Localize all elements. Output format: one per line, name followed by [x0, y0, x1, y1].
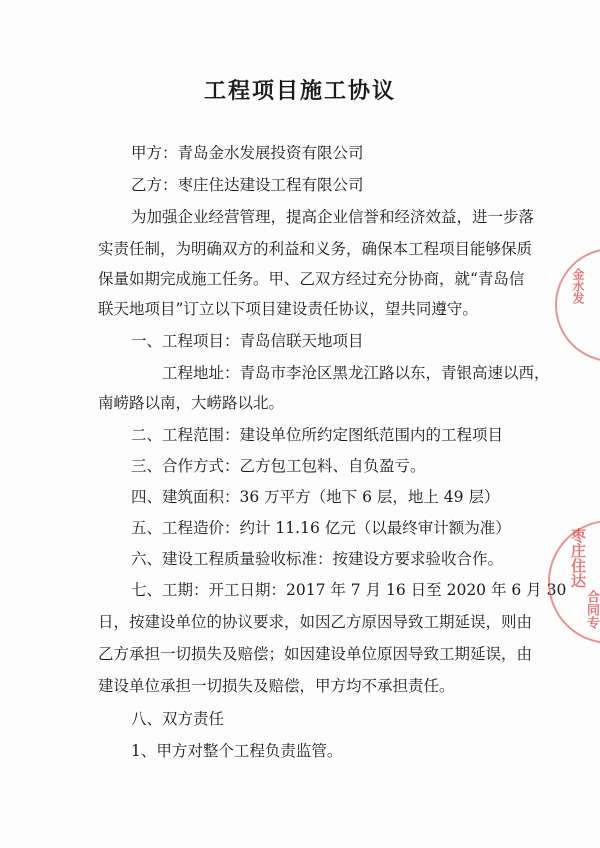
- company-seal-top: [555, 248, 600, 362]
- intro-line-1: 为加强企业经营管理，提高企业信誉和经济效益，进一步落: [131, 208, 535, 226]
- intro-line-2: 实责任制，为明确双方的利益和义务，确保本工程项目能够保质: [98, 240, 533, 258]
- clause-7-line-2: 日，按建设单位的协议要求，如因乙方原因导致工期延误，则由: [98, 613, 533, 631]
- address-line-2: 南崂路以南，大崂路以北。: [98, 394, 285, 412]
- seal-top-text: 金水发: [571, 268, 585, 304]
- clause-8-line: 八、双方责任: [131, 710, 225, 728]
- address-line-1: 工程地址：青岛市李沧区黑龙江路以东，青银高速以西，: [162, 364, 550, 382]
- intro-line-4: 联天地项目”订立以下项目建设责任协议，望共同遵守。: [98, 300, 478, 318]
- party-a-line: 甲方：青岛金水发展投资有限公司: [131, 144, 364, 162]
- clause-1-line: 一、工程项目：青岛信联天地项目: [131, 332, 364, 350]
- seal-bottom-text-2: 合同专: [584, 590, 599, 629]
- seal-bottom-text: 枣庄住达: [569, 528, 587, 588]
- party-b-line: 乙方：枣庄住达建设工程有限公司: [131, 176, 364, 194]
- document-title: 工程项目施工协议: [203, 79, 396, 104]
- clause-5-line: 五、工程造价：约计 11.16 亿元（以最终审计额为准）: [131, 519, 511, 537]
- clause-7-line-4: 建设单位承担一切损失及赔偿，甲方均不承担责任。: [98, 677, 455, 695]
- clause-6-line: 六、建设工程质量验收标准：按建设方要求验收合作。: [131, 550, 504, 568]
- clause-8-item-1: 1、甲方对整个工程负责监管。: [131, 742, 343, 760]
- clause-4-line: 四、建筑面积：36 万平方（地下 6 层，地上 49 层）: [131, 488, 500, 506]
- clause-7-line-3: 乙方承担一切损失及赔偿；如因建设单位原因导致工期延误，由: [98, 645, 533, 663]
- clause-2-line: 二、工程范围：建设单位所约定图纸范围内的工程项目: [131, 426, 504, 444]
- clause-3-line: 三、合作方式：乙方包工包料、自负盈亏。: [131, 457, 426, 475]
- clause-7-line-1: 七、工期：开工日期：2017 年 7 月 16 日至 2020 年 6 月 30: [131, 581, 567, 599]
- intro-line-3: 保量如期完成施工任务。甲、乙双方经过充分协商，就“青岛信: [98, 270, 525, 288]
